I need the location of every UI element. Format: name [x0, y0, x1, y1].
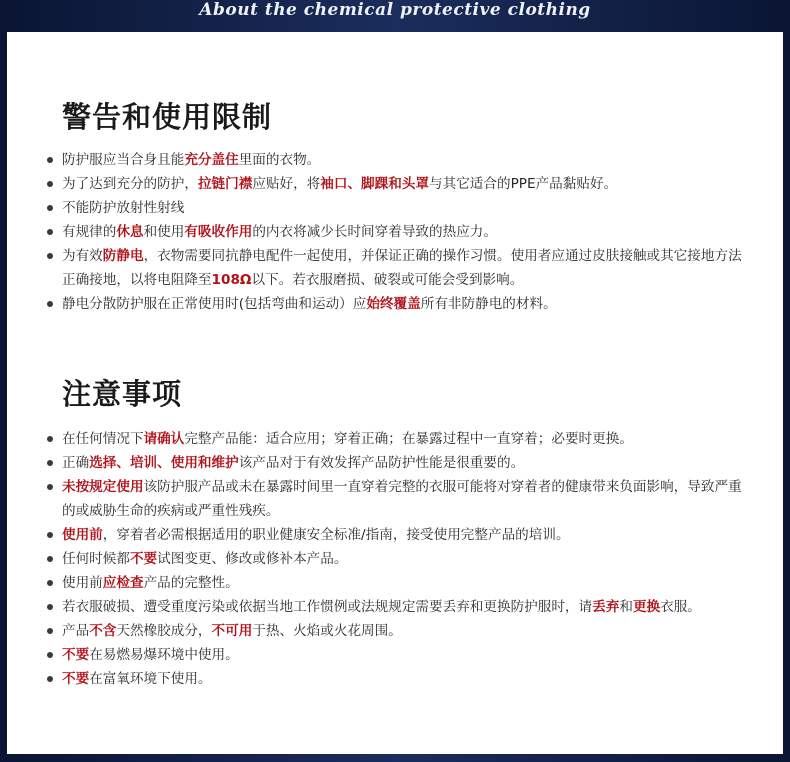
bullet-icon [47, 484, 53, 490]
highlight-text: 不含 [89, 623, 117, 639]
highlight-text: 防静电 [102, 248, 144, 264]
highlight-text: 充分盖住 [184, 152, 239, 168]
highlight-text: 使用前 [62, 527, 103, 543]
bullet-icon [47, 628, 53, 634]
item-text: 任何时候都 [62, 551, 130, 567]
bullet-icon [47, 229, 53, 235]
item-text: 正确 [62, 455, 90, 471]
item-text: 为有效 [62, 248, 103, 264]
highlight-text: 不可用 [211, 623, 253, 639]
item-text: 和使用 [143, 224, 185, 240]
banner-title: About the chemical protective clothing [199, 0, 591, 20]
bullet-icon [47, 580, 53, 586]
bullet-icon [47, 532, 53, 538]
item-text: 为了达到充分的防护， [62, 176, 198, 192]
list-item [46, 292, 742, 316]
list-item [46, 172, 742, 196]
highlight-text: 不要 [62, 671, 90, 687]
section-warnings [7, 100, 783, 316]
item-text: ，穿着者必需根据适用的职业健康安全标准/指南，接受使用完整产品的培训。 [102, 527, 570, 543]
highlight-text: 不要 [129, 551, 158, 567]
list-item [46, 643, 742, 667]
item-text: 产品 [62, 623, 90, 639]
bullet-icon [47, 556, 53, 562]
item-text: 与其它适合的PPE产品黏贴好。 [429, 176, 618, 192]
list-item [46, 523, 742, 547]
highlight-text: 更换 [632, 599, 661, 615]
banner [0, 0, 790, 22]
highlight-text: 休息 [116, 224, 144, 240]
item-text: 衣服。 [660, 599, 701, 615]
item-text: 不能防护放射性射线 [62, 200, 185, 216]
item-text: 使用前 [62, 575, 103, 591]
list-item [46, 571, 742, 595]
item-text: 天然橡胶成分， [116, 623, 212, 639]
item-text: ，衣物需要同抗静电配件一起使用，并保证正确的操作习惯。使用者应通过皮肤接触或其它接地方法正确接地，以将电阻降至 [62, 248, 742, 288]
item-text: 该产品对于有效发挥产品防护性能是很重要的。 [238, 455, 525, 471]
bullet-icon [47, 157, 53, 163]
list-item [46, 595, 742, 619]
item-text: 在任何情况下 [62, 431, 144, 447]
bullet-icon [47, 436, 53, 442]
list-item [46, 667, 742, 691]
list-item [46, 619, 742, 643]
bullet-icon [47, 181, 53, 187]
section-title-precautions: 注意事项 [62, 377, 183, 411]
highlight-text: 始终覆盖 [366, 296, 421, 312]
list-item [46, 244, 742, 292]
bullet-icon [47, 652, 53, 658]
bullet-icon [47, 676, 53, 682]
item-text: 在易燃易爆环境中使用。 [89, 647, 239, 663]
item-text: 试图变更、修改或修补本产品。 [157, 551, 348, 567]
bullet-icon [47, 301, 53, 307]
highlight-text: 不要 [62, 647, 90, 663]
bullet-icon [47, 253, 53, 259]
list-item [46, 451, 742, 475]
list-item [46, 196, 742, 220]
item-text: 若衣服破损、遭受重度污染或依据当地工作惯例或法规规定需要丢弃和更换防护服时，请 [62, 599, 593, 615]
list-item [46, 427, 742, 451]
item-text: 在富氧环境下使用。 [89, 671, 212, 687]
highlight-text: 应检查 [102, 575, 144, 591]
highlight-text: 袖口、脚踝和头罩 [320, 176, 430, 192]
highlight-text: 丢弃 [592, 599, 620, 615]
bullet-icon [47, 205, 53, 211]
item-text: 防护服应当合身且能 [62, 152, 185, 168]
highlight-text: 108Ω [211, 272, 252, 288]
item-text: 和 [619, 599, 633, 615]
item-text: 产品的完整性。 [143, 575, 239, 591]
list-item [46, 475, 742, 523]
precaution-list [7, 427, 783, 691]
highlight-text: 有吸收作用 [184, 224, 253, 240]
content-card [7, 32, 783, 754]
item-text: 以下。若衣服磨损、破裂或可能会受到影响。 [251, 272, 524, 288]
list-item [46, 148, 742, 172]
bullet-icon [47, 604, 53, 610]
item-text: 静电分散防护服在正常使用时(包括弯曲和运动）应 [62, 296, 367, 312]
section-title-warnings: 警告和使用限制 [62, 100, 273, 134]
bullet-icon [47, 460, 53, 466]
item-text: 的内衣将减少长时间穿着导致的热应力。 [252, 224, 497, 240]
list-item [46, 220, 742, 244]
highlight-text: 未按规定使用 [62, 479, 144, 495]
warning-list [7, 148, 783, 316]
item-text: 应贴好，将 [252, 176, 321, 192]
highlight-text: 请确认 [143, 431, 185, 447]
highlight-text: 选择、培训、使用和维护 [89, 455, 239, 471]
list-item [46, 547, 742, 571]
item-text: 于热、火焰或火花周围。 [252, 623, 402, 639]
item-text: 该防护服产品或未在暴露时间里一直穿着完整的衣服可能将对穿着者的健康带来负面影响，导致严重的或威胁生命的疾病或严重性残疾。 [62, 479, 742, 519]
item-text: 里面的衣物。 [238, 152, 321, 168]
item-text: 有规律的 [62, 224, 117, 240]
section-precautions [7, 377, 783, 691]
item-text: 完整产品能：适合应用；穿着正确；在暴露过程中一直穿着；必要时更换。 [184, 431, 633, 447]
item-text: 所有非防静电的材料。 [420, 296, 557, 312]
highlight-text: 拉链门襟 [197, 176, 253, 192]
